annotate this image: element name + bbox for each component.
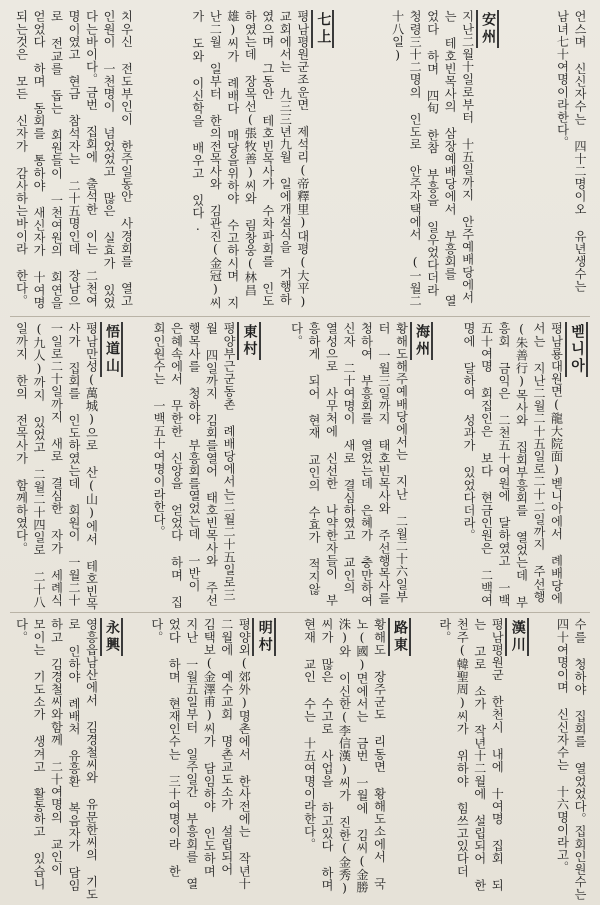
bottom-tier bbox=[12, 618, 588, 901]
column-text: 언스며 신신자수는 四十二명이오 유년생수는 남녀七十여명이라한다。 bbox=[555, 10, 587, 293]
article-column bbox=[287, 322, 433, 610]
column-text: 지난二월十일로부터 十五일까지 안주예배당에서는 테호빈목사의 삼장예배당에서 부흥회를 열었다 하며 四旬 한참 부흥을 일우었다더라 청령三十二명의 인도로 안주자택에서 (一월二十八일) bbox=[390, 10, 475, 307]
middle-tier bbox=[12, 322, 588, 610]
place-heading: 悟道山 bbox=[100, 322, 124, 377]
column-text: 치우신 전도부인이 한주일동안 사경회를 열고 인원이 一천명이 넘었었고 많은 실효가 있었다는바이다。금번 집회에 출석한 이는 二천여명이였고 현금 참석자는 二十五명인데 장남으로 전교를 돕는 회원들이 一천여원의 회연을 얻었다 하며 동회를 통하야 새신자가 十여명 되는것은 모든 신자가 감사하는바이라 한다。 bbox=[14, 10, 134, 309]
place-heading: 東村 bbox=[237, 322, 261, 360]
tier-divider bbox=[10, 316, 590, 317]
place-heading: 安州 bbox=[476, 10, 500, 48]
column-text: 평남만성(萬城)으로 산(山)에서 테호빈목사가 집회를 인도하였는데 회원이 一월二十一일로二十일까지 새로 결심한 자가 세례식(九人)까지 있었고 二월二十四일로 二十八일까지 한의 전목사가 함께하였다。 bbox=[14, 322, 99, 610]
article-column bbox=[12, 10, 135, 315]
place-heading: 海州 bbox=[410, 322, 434, 360]
column-text: 평남룡대원면(龍大院面)벧니아에서 례배당에서는 지난二월二十五일로二十二일까지 주선행(朱善行)목사와 집회부흥회를 열었는데 부흥회 금익은 二천五十여원에 달하였고 一백五十여명 회집인은 보다 현금인원은 二백여명에 달하여 성과가 있었다더라。 bbox=[462, 322, 564, 609]
article-column bbox=[553, 618, 588, 901]
top-tier bbox=[12, 10, 588, 315]
article-column bbox=[300, 618, 411, 901]
place-heading: 明村 bbox=[252, 618, 276, 656]
column-text: 황해도해주예배당에서는 지난 二월二十六일부터 一월三일까지 태호빈목사와 주선행목사를 청하여 부흥회를 열었는데 은혜가 충만하여 신자 二十여명이 새로 결심하였고 교인의 열성으로 사무처에 신선한 나약한자들이 부흥하게 되어 현재 교인의 수효가 적지않다。 bbox=[289, 322, 409, 607]
column-text: 수를 청하야 집회를 열었었다。집회인원수는 四十여명이며 신신자수는 十六명이라고。 bbox=[555, 618, 587, 901]
article-column bbox=[147, 618, 276, 901]
place-heading: 永興 bbox=[100, 618, 124, 656]
place-heading: 七上 bbox=[311, 10, 335, 48]
article-column bbox=[188, 10, 334, 315]
column-text: 평남평원군조운면 제석리(帝釋里)대평(大平)교회에서는 九三三년九월 일에개설식을 거행하였으며 그동안 테호빈목사가 수차파회를 인도하였는데 장목선(張牧善)씨와 림창웅(林昌雄)씨가 례배다 매당을위하야 수고하시며 지난二월 일부터 한의전목사와 김관진(金冠)씨가 도와 이신학을 배우고 있다. bbox=[190, 10, 310, 309]
place-heading: 漢川 bbox=[505, 618, 529, 656]
place-heading: 路東 bbox=[388, 618, 412, 656]
column-text: 황해도 장주군도 리동면 황해도소에서 국노(國)면에서는 금번 一월에 김씨(金勝洙)와 이신한(李信漢)씨가 진한(金秀)씨가 많은 수고로 사업을 하고있다 하며 현재 교인 수는 十五여명이라한다。 bbox=[302, 618, 387, 896]
article-column bbox=[12, 322, 123, 610]
article-column bbox=[388, 10, 499, 315]
place-heading: 벧니아 bbox=[565, 322, 589, 377]
article-column bbox=[553, 10, 588, 315]
article-column bbox=[12, 618, 123, 901]
column-text: 영흥읍남산에서 김경철씨와 유문한씨의 기도로 인하야 례배처 유흥환 복음자가 담임하고 김경철씨와함께 二十여명의 교인이 모이는 기도소가 생겨고 활동하고 있습니다。 bbox=[14, 618, 99, 901]
column-text: 평양부근군동촌 례배당에서는二월二十五일로三월 四일까지 김회를열어 태호빈목사와 주선행목사를 청하야 부흥회를열었는데 一반이 은혜속에서 무한한 신앙을 얻었다 하며 집회인원수는 一백五十여명이라한다。 bbox=[152, 322, 236, 609]
column-text: 평남평원군 한천시 내에 十여명 집회 되는 고로 소가 작년十二월에 설립되어 한천주(韓聖周)씨가 위하야 힘쓰고있다더라。 bbox=[437, 618, 505, 892]
article-column bbox=[460, 322, 589, 610]
tier-divider bbox=[10, 612, 590, 613]
article-column bbox=[435, 618, 529, 901]
column-text: 평양외(郊外)명촌에서 한사전에는 작년十二월에 예수교회 명촌교도소가 설립되어 김택보(金澤甫)씨가 담임하야 인도하며 지난 一월五일부터 일주일간 부흥회를 열었다 하며 현재인수는 三十여명이라 한다。 bbox=[149, 618, 252, 890]
article-column bbox=[150, 322, 261, 610]
